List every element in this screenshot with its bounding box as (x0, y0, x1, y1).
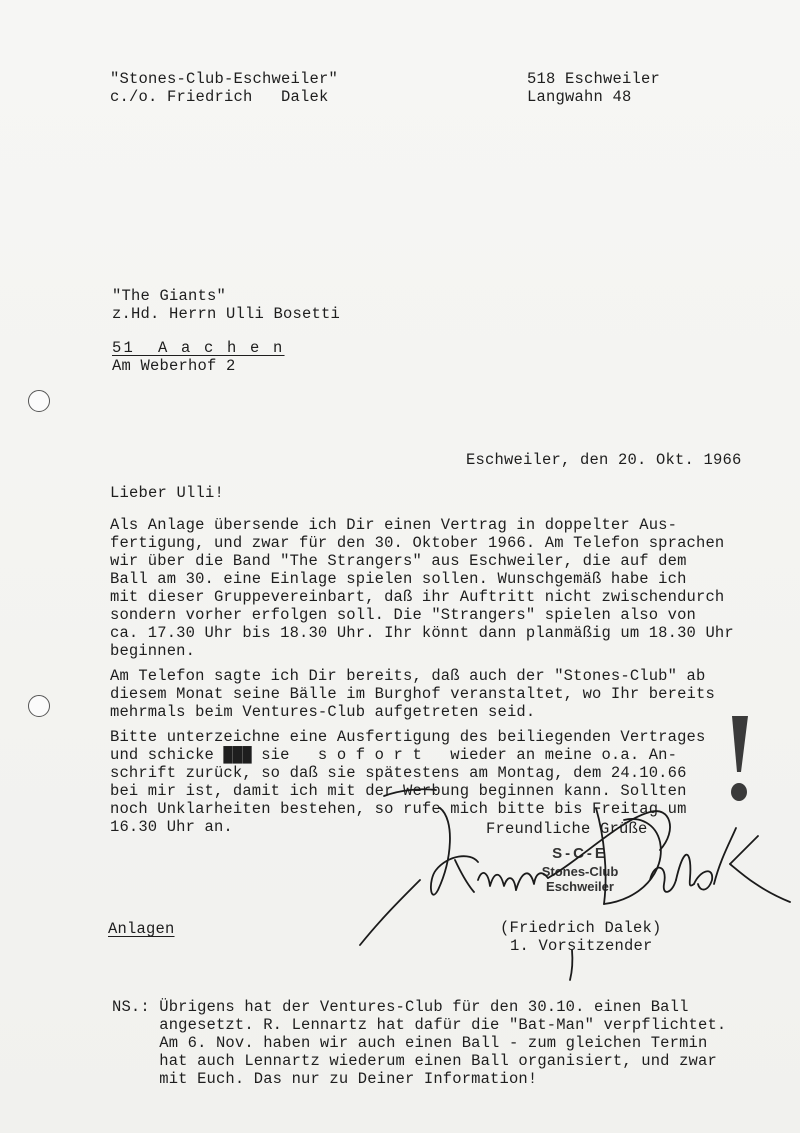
recipient-name: "The Giants" (112, 287, 227, 305)
sender-club-name: "Stones-Club-Eschweiler" (110, 70, 339, 88)
paragraph-line: fertigung, und zwar für den 30. Oktober 1966. Am Telefon sprachen (110, 534, 725, 552)
sender-city: 518 Eschweiler (527, 70, 661, 88)
sender-street: Langwahn 48 (527, 88, 632, 106)
paragraph-line: noch Unklarheiten bestehen, so rufe mich bitte bis Freitag um (110, 800, 687, 818)
postscript-line: hat auch Lennartz wiederum einen Ball organisiert, und zwar (112, 1052, 717, 1070)
paragraph-line: diesem Monat seine Bälle im Burghof veranstaltet, wo Ihr bereits (110, 685, 715, 703)
date-line: Eschweiler, den 20. Okt. 1966 (466, 451, 742, 469)
recipient-city: 51 A a c h e n (112, 339, 285, 357)
enclosures-label: Anlagen (108, 920, 175, 938)
stamp-line-2: Stones-Club (541, 864, 619, 879)
stamp-line-3: Eschweiler (546, 879, 614, 894)
postscript-line: mit Euch. Das nur zu Deiner Information! (112, 1070, 538, 1088)
club-stamp (520, 846, 640, 894)
postscript-line: NS.: Übrigens hat der Ventures-Club für den 30.10. einen Ball (112, 998, 689, 1016)
closing-greeting: Freundliche Grüße (486, 820, 648, 838)
paragraph-line: Bitte unterzeichne eine Ausfertigung des beiliegenden Vertrages (110, 728, 706, 746)
paragraph-line: mit dieser Gruppevereinbart, daß ihr Auftritt nicht zwischendurch (110, 588, 725, 606)
paragraph-line: 16.30 Uhr an. (110, 818, 233, 836)
paragraph-line: mehrmals beim Ventures-Club aufgetreten seid. (110, 703, 536, 721)
postscript-line: Am 6. Nov. haben wir auch einen Ball - zum gleichen Termin (112, 1034, 708, 1052)
paragraph-line: Am Telefon sagte ich Dir bereits, daß auch der "Stones-Club" ab (110, 667, 706, 685)
handwritten-exclamation-mark (726, 714, 752, 804)
punch-hole-top (28, 390, 50, 412)
paragraph-line: ca. 17.30 Uhr bis 18.30 Uhr. Ihr könnt dann planmäßig um 18.30 Uhr (110, 624, 734, 642)
signer-name: (Friedrich Dalek) (500, 919, 662, 937)
paragraph-line: Ball am 30. eine Einlage spielen sollen. Wunschgemäß habe ich (110, 570, 687, 588)
paragraph-line: sondern vorher erfolgen soll. Die "Strangers" spielen also von (110, 606, 696, 624)
recipient-street: Am Weberhof 2 (112, 357, 236, 375)
recipient-attn: z.Hd. Herrn Ulli Bosetti (112, 305, 341, 323)
salutation: Lieber Ulli! (110, 484, 225, 502)
stamp-line-1: S-C-E (552, 845, 608, 862)
paragraph-line: und schicke ███ sie s o f o r t wieder an meine o.a. An- (110, 746, 678, 764)
sender-co-line: c./o. Friedrich Dalek (110, 88, 329, 106)
punch-hole-bottom (28, 695, 50, 717)
paragraph-line: bei mir ist, damit ich mit der Werbung beginnen kann. Sollten (110, 782, 687, 800)
paragraph-line: beginnen. (110, 642, 196, 660)
paragraph-line: Als Anlage übersende ich Dir einen Vertrag in doppelter Aus- (110, 516, 678, 534)
paragraph-line: schrift zurück, so daß sie spätestens am Montag, dem 24.10.66 (110, 764, 687, 782)
paragraph-line: wir über die Band "The Strangers" aus Eschweiler, die auf dem (110, 552, 687, 570)
signer-role: 1. Vorsitzender (510, 937, 653, 955)
postscript-line: angesetzt. R. Lennartz hat dafür die "Bat-Man" verpflichtet. (112, 1016, 727, 1034)
